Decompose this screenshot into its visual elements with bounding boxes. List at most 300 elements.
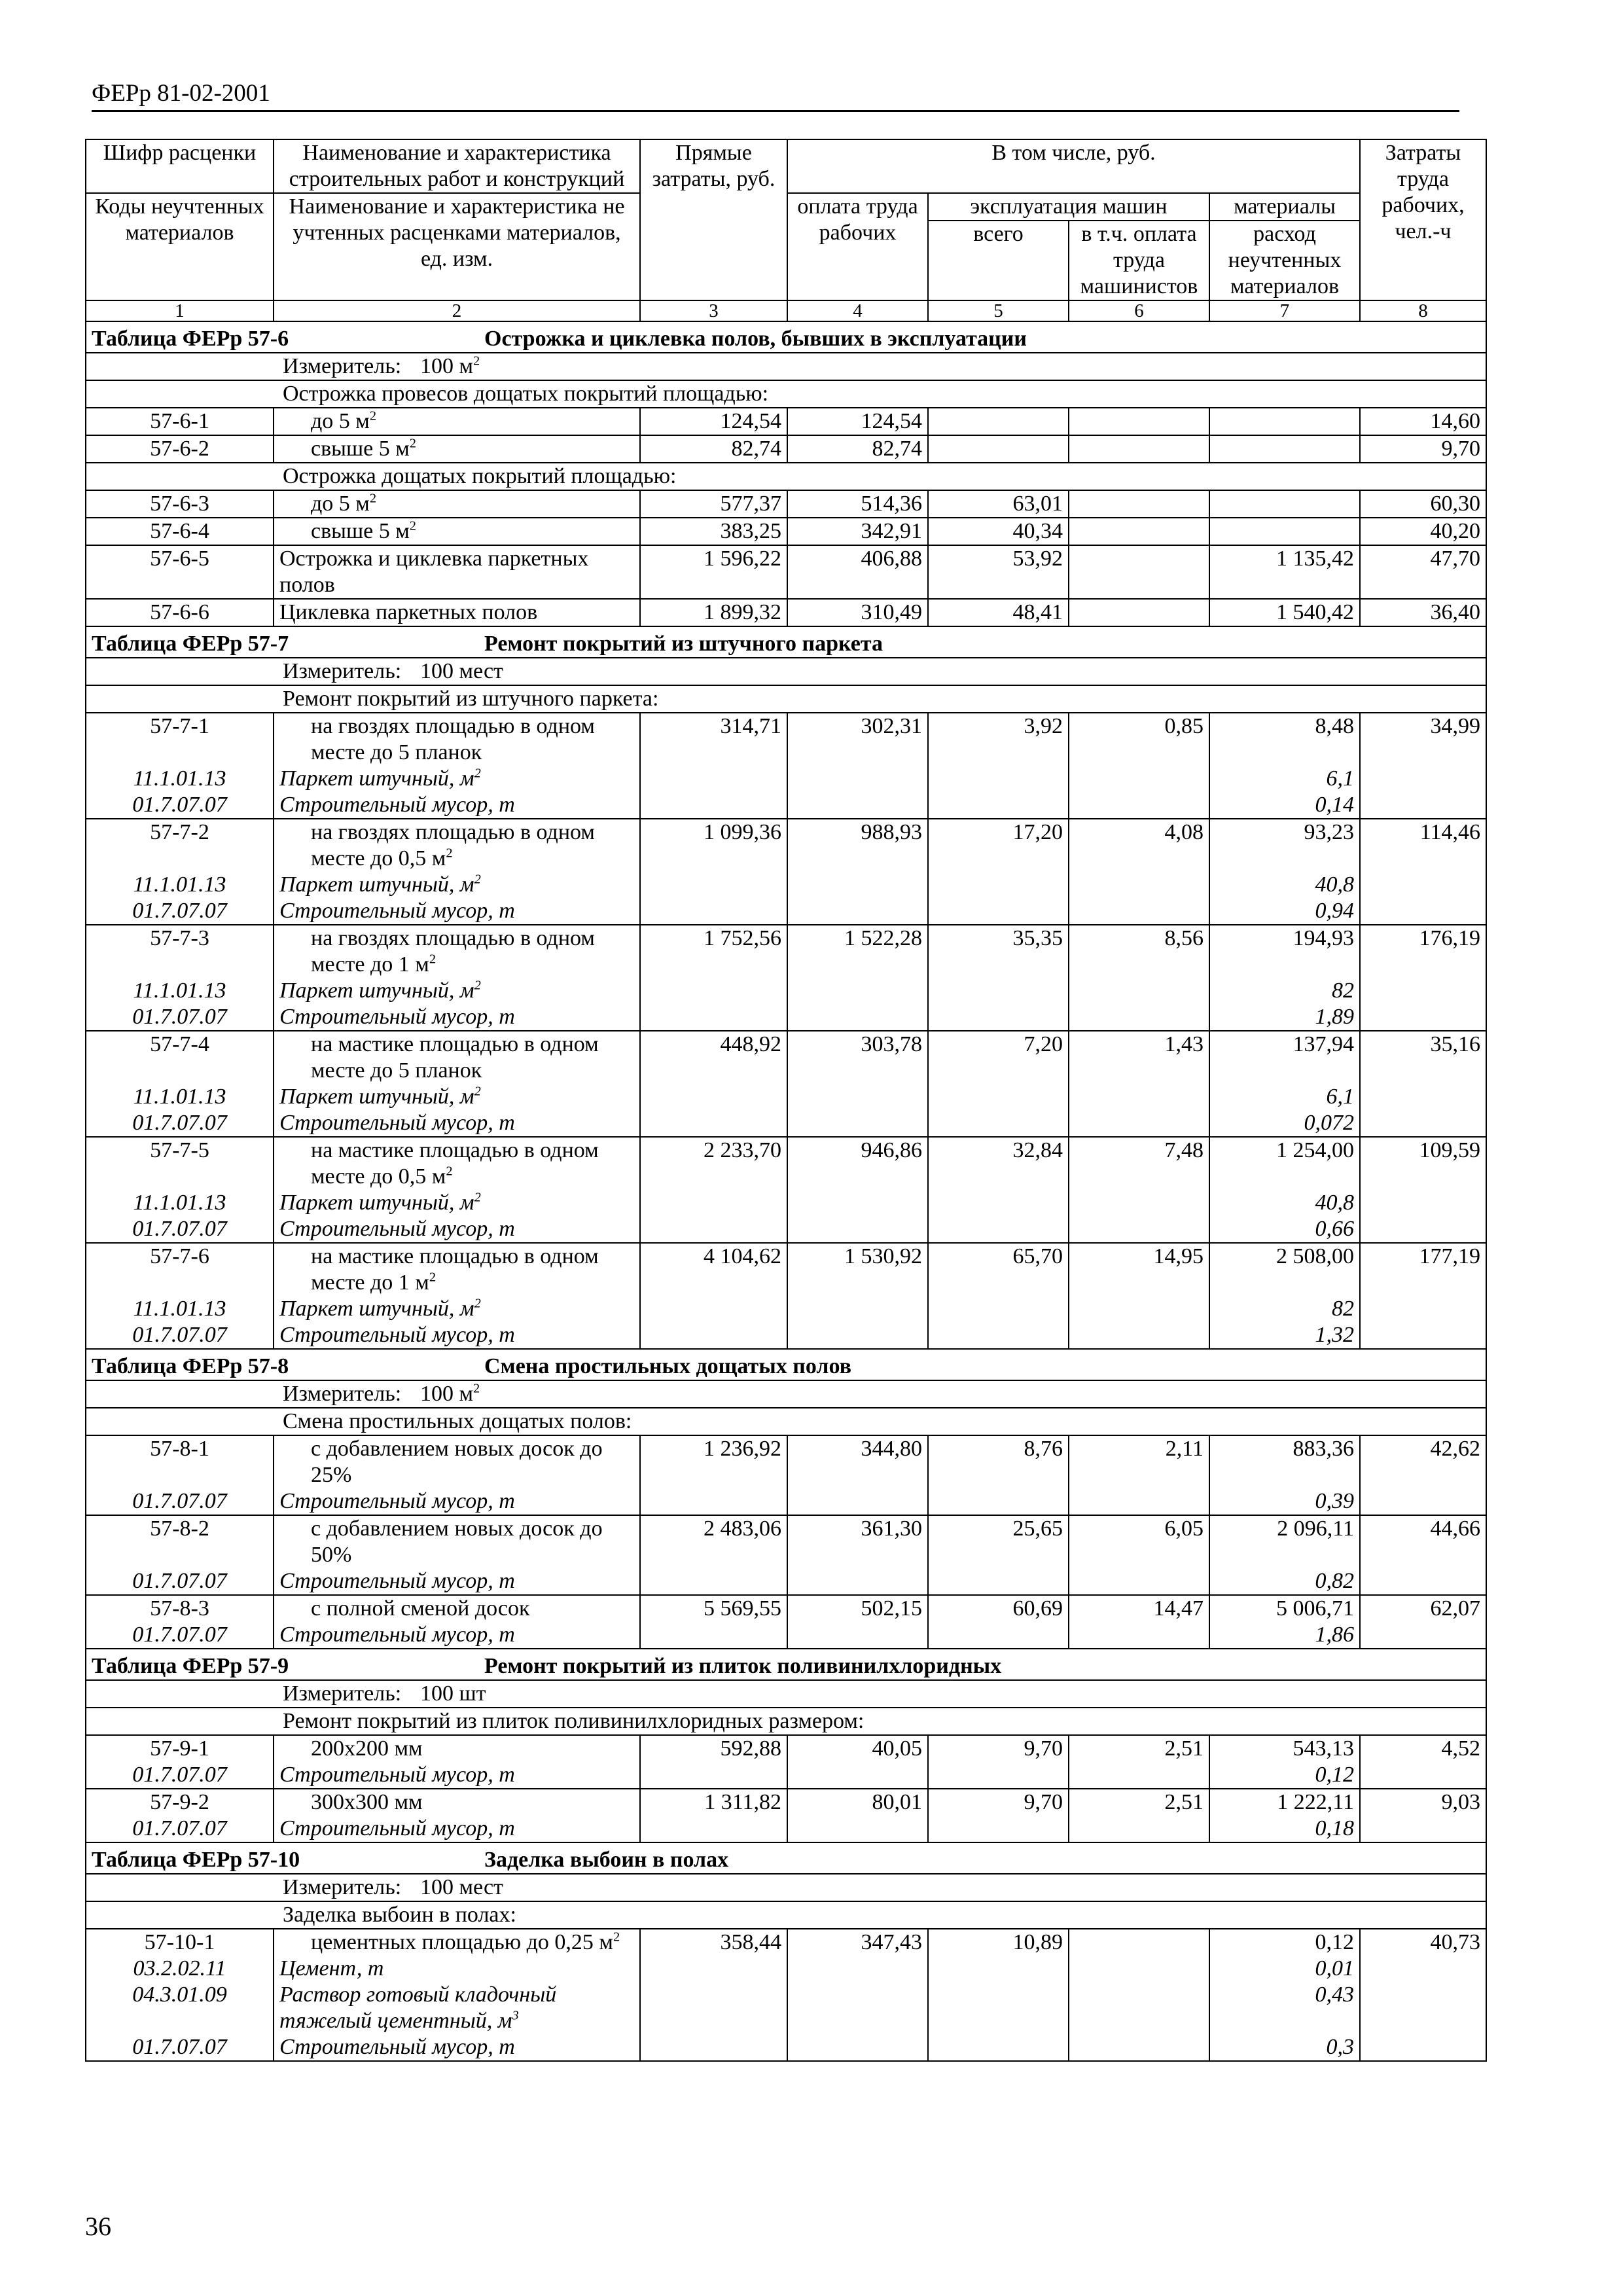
materials: 93,23 bbox=[1209, 819, 1360, 872]
empty-cell bbox=[1360, 1488, 1486, 1515]
material-row bbox=[86, 1322, 1486, 1349]
materials bbox=[1209, 518, 1360, 545]
table-header bbox=[86, 139, 1486, 321]
empty-cell bbox=[787, 1216, 928, 1243]
page-number: 36 bbox=[85, 2212, 111, 2241]
empty-cell bbox=[1069, 1322, 1209, 1349]
empty-cell bbox=[787, 898, 928, 925]
material-code: 01.7.07.07 bbox=[86, 1568, 274, 1595]
unit-label: Измеритель: bbox=[283, 1382, 402, 1406]
machines-total: 60,69 bbox=[928, 1595, 1069, 1622]
rate-code: 57-7-4 bbox=[86, 1031, 274, 1084]
empty-cell bbox=[640, 1216, 787, 1243]
empty-cell bbox=[1069, 1004, 1209, 1031]
table-code: Таблица ФЕРр 57-7 bbox=[92, 632, 289, 656]
rate-row bbox=[86, 713, 1486, 766]
empty-cell bbox=[1360, 1762, 1486, 1789]
material-name: Строительный мусор, т bbox=[274, 1762, 640, 1789]
empty-cell bbox=[1360, 1956, 1486, 1982]
material-code: 01.7.07.07 bbox=[86, 1322, 274, 1349]
empty-cell bbox=[787, 1004, 928, 1031]
rate-row bbox=[86, 1435, 1486, 1488]
group-title: Заделка выбоин в полах: bbox=[86, 1901, 1486, 1929]
empty-cell bbox=[1069, 766, 1209, 792]
group-title: Смена простильных дощатых полов: bbox=[86, 1408, 1486, 1435]
material-code: 01.7.07.07 bbox=[86, 1004, 274, 1031]
table-section-title-row bbox=[86, 1842, 1486, 1874]
empty-cell bbox=[928, 2034, 1069, 2061]
material-row bbox=[86, 766, 1486, 792]
labor-pay: 988,93 bbox=[787, 819, 928, 872]
rate-code: 57-7-3 bbox=[86, 925, 274, 978]
empty-cell bbox=[787, 1982, 928, 2034]
labor-hours: 47,70 bbox=[1360, 545, 1486, 599]
machines-total: 9,70 bbox=[928, 1735, 1069, 1762]
unit-label: Измеритель: bbox=[283, 1681, 402, 1706]
column-number: 6 bbox=[1069, 300, 1209, 321]
material-code: 01.7.07.07 bbox=[86, 1622, 274, 1649]
rate-row bbox=[86, 1789, 1486, 1816]
material-code: 01.7.07.07 bbox=[86, 1216, 274, 1243]
empty-cell bbox=[928, 1110, 1069, 1137]
rate-name: цементных площадью до 0,25 $м^2$ bbox=[274, 1929, 640, 1956]
material-qty: 0,94 bbox=[1209, 898, 1360, 925]
empty-cell bbox=[1069, 1190, 1209, 1216]
machinists-pay: 1,43 bbox=[1069, 1031, 1209, 1084]
material-qty: 0,072 bbox=[1209, 1110, 1360, 1137]
empty-cell bbox=[1360, 1110, 1486, 1137]
empty-cell bbox=[640, 1762, 787, 1789]
material-name: Паркет штучный, $м^2$ bbox=[274, 1084, 640, 1110]
machinists-pay bbox=[1069, 599, 1209, 626]
column-number: 1 bbox=[86, 300, 274, 321]
material-qty: 0,82 bbox=[1209, 1568, 1360, 1595]
empty-cell bbox=[787, 766, 928, 792]
empty-cell bbox=[1069, 978, 1209, 1004]
empty-cell bbox=[787, 1622, 928, 1649]
material-name: Строительный мусор, т bbox=[274, 1110, 640, 1137]
machinists-pay: 14,47 bbox=[1069, 1595, 1209, 1622]
rate-name: свыше 5 $м^2$ bbox=[274, 435, 640, 463]
material-code: 11.1.01.13 bbox=[86, 766, 274, 792]
table-section-title bbox=[86, 1349, 1486, 1380]
rate-code: 57-8-3 bbox=[86, 1595, 274, 1622]
table-section-title bbox=[86, 1842, 1486, 1874]
machinists-pay: 0,85 bbox=[1069, 713, 1209, 766]
table-code: Таблица ФЕРр 57-10 bbox=[92, 1848, 300, 1872]
col-laborpay-header: оплата труда рабочих bbox=[787, 193, 928, 300]
labor-hours: 35,16 bbox=[1360, 1031, 1486, 1084]
material-name: Раствор готовый кладочный тяжелый цементный, $м^3$ bbox=[274, 1982, 640, 2034]
page-header bbox=[92, 77, 1459, 112]
direct-cost: 1 099,36 bbox=[640, 819, 787, 872]
empty-cell bbox=[1360, 792, 1486, 819]
material-qty: 0,66 bbox=[1209, 1216, 1360, 1243]
materials bbox=[1209, 435, 1360, 463]
unit-label: Измеритель: bbox=[283, 354, 402, 378]
material-code: 01.7.07.07 bbox=[86, 898, 274, 925]
empty-cell bbox=[640, 1004, 787, 1031]
table-section-title bbox=[86, 626, 1486, 658]
rate-code: 57-8-1 bbox=[86, 1435, 274, 1488]
materials: 543,13 bbox=[1209, 1735, 1360, 1762]
empty-cell bbox=[1360, 1190, 1486, 1216]
machinists-pay: 4,08 bbox=[1069, 819, 1209, 872]
material-code: 01.7.07.07 bbox=[86, 1762, 274, 1789]
empty-cell bbox=[787, 1568, 928, 1595]
rate-name: 300х300 мм bbox=[274, 1789, 640, 1816]
empty-cell bbox=[1069, 1084, 1209, 1110]
materials: 2 096,11 bbox=[1209, 1515, 1360, 1568]
empty-cell bbox=[928, 978, 1069, 1004]
empty-cell bbox=[928, 1004, 1069, 1031]
material-qty: 6,1 bbox=[1209, 1084, 1360, 1110]
labor-pay: 124,54 bbox=[787, 408, 928, 435]
empty-cell bbox=[640, 1568, 787, 1595]
labor-pay: 1 530,92 bbox=[787, 1243, 928, 1296]
machines-total: 63,01 bbox=[928, 490, 1069, 518]
rate-row bbox=[86, 1595, 1486, 1622]
material-row bbox=[86, 978, 1486, 1004]
table-title-text: Ремонт покрытий из штучного паркета bbox=[484, 632, 883, 656]
table-body bbox=[86, 321, 1486, 2061]
unit-cell bbox=[86, 1874, 1486, 1901]
group-title: Острожка провесов дощатых покрытий площадью: bbox=[86, 380, 1486, 408]
empty-cell bbox=[640, 1110, 787, 1137]
material-row bbox=[86, 1956, 1486, 1982]
rate-row bbox=[86, 925, 1486, 978]
material-code: 01.7.07.07 bbox=[86, 1488, 274, 1515]
direct-cost: 358,44 bbox=[640, 1929, 787, 1956]
machines-total: 65,70 bbox=[928, 1243, 1069, 1296]
rate-row bbox=[86, 545, 1486, 599]
materials: 8,48 bbox=[1209, 713, 1360, 766]
direct-cost: 577,37 bbox=[640, 490, 787, 518]
unit-row bbox=[86, 1380, 1486, 1408]
direct-cost: 1 596,22 bbox=[640, 545, 787, 599]
machinists-pay bbox=[1069, 490, 1209, 518]
material-code: 03.2.02.11 bbox=[86, 1956, 274, 1982]
empty-cell bbox=[1360, 898, 1486, 925]
rate-code: 57-7-5 bbox=[86, 1137, 274, 1190]
direct-cost: 383,25 bbox=[640, 518, 787, 545]
labor-pay: 82,74 bbox=[787, 435, 928, 463]
rate-name: с добавлением новых досок до 25% bbox=[274, 1435, 640, 1488]
empty-cell bbox=[1360, 1084, 1486, 1110]
rate-code: 57-6-4 bbox=[86, 518, 274, 545]
labor-pay: 303,78 bbox=[787, 1031, 928, 1084]
empty-cell bbox=[787, 1816, 928, 1842]
machinists-pay: 14,95 bbox=[1069, 1243, 1209, 1296]
material-row bbox=[86, 792, 1486, 819]
col-labor-header: Затраты труда рабочих, чел.-ч bbox=[1360, 139, 1486, 300]
empty-cell bbox=[1360, 1216, 1486, 1243]
material-name: Цемент, т bbox=[274, 1956, 640, 1982]
table-title-text: Острожка и циклевка полов, бывших в эксплуатации bbox=[484, 327, 1027, 351]
table-title-text: Ремонт покрытий из плиток поливинилхлоридных bbox=[484, 1654, 1002, 1678]
direct-cost: 1 236,92 bbox=[640, 1435, 787, 1488]
empty-cell bbox=[787, 1322, 928, 1349]
material-qty: 1,86 bbox=[1209, 1622, 1360, 1649]
material-row bbox=[86, 1816, 1486, 1842]
material-row bbox=[86, 1190, 1486, 1216]
empty-cell bbox=[640, 1296, 787, 1322]
material-code: 01.7.07.07 bbox=[86, 2034, 274, 2061]
empty-cell bbox=[928, 1762, 1069, 1789]
empty-cell bbox=[640, 1956, 787, 1982]
unit-cell bbox=[86, 1680, 1486, 1708]
rate-row bbox=[86, 1137, 1486, 1190]
table-code: Таблица ФЕРр 57-8 bbox=[92, 1354, 289, 1378]
materials bbox=[1209, 490, 1360, 518]
empty-cell bbox=[1069, 1762, 1209, 1789]
rate-name: на гвоздях площадью в одном месте до 1 $м^2$ bbox=[274, 925, 640, 978]
direct-cost: 448,92 bbox=[640, 1031, 787, 1084]
empty-cell bbox=[787, 1110, 928, 1137]
material-row bbox=[86, 1216, 1486, 1243]
table-title-text: Смена простильных дощатых полов bbox=[484, 1354, 851, 1378]
material-row bbox=[86, 2034, 1486, 2061]
material-code: 11.1.01.13 bbox=[86, 1190, 274, 1216]
rate-row bbox=[86, 599, 1486, 626]
material-name: Строительный мусор, т bbox=[274, 1568, 640, 1595]
empty-cell bbox=[640, 1622, 787, 1649]
column-number: 7 bbox=[1209, 300, 1360, 321]
labor-hours: 177,19 bbox=[1360, 1243, 1486, 1296]
empty-cell bbox=[1360, 1296, 1486, 1322]
materials: 1 135,42 bbox=[1209, 545, 1360, 599]
labor-pay: 347,43 bbox=[787, 1929, 928, 1956]
rate-name: до 5 $м^2$ bbox=[274, 408, 640, 435]
rate-row bbox=[86, 819, 1486, 872]
unit-row bbox=[86, 1680, 1486, 1708]
material-code: 11.1.01.13 bbox=[86, 1296, 274, 1322]
unit-row bbox=[86, 353, 1486, 380]
direct-cost: 124,54 bbox=[640, 408, 787, 435]
machines-total: 7,20 bbox=[928, 1031, 1069, 1084]
material-qty: 40,8 bbox=[1209, 1190, 1360, 1216]
machinists-pay: 2,11 bbox=[1069, 1435, 1209, 1488]
empty-cell bbox=[928, 1568, 1069, 1595]
empty-cell bbox=[787, 1488, 928, 1515]
direct-cost: 5 569,55 bbox=[640, 1595, 787, 1622]
material-qty: 82 bbox=[1209, 1296, 1360, 1322]
empty-cell bbox=[1360, 1568, 1486, 1595]
unit-label: Измеритель: bbox=[283, 1875, 402, 1899]
rate-row bbox=[86, 1929, 1486, 1956]
rate-code: 57-7-1 bbox=[86, 713, 274, 766]
labor-pay: 1 522,28 bbox=[787, 925, 928, 978]
labor-hours: 44,66 bbox=[1360, 1515, 1486, 1568]
machinists-pay bbox=[1069, 545, 1209, 599]
empty-cell bbox=[787, 872, 928, 898]
empty-cell bbox=[787, 1084, 928, 1110]
machinists-pay bbox=[1069, 435, 1209, 463]
material-name: Строительный мусор, т bbox=[274, 792, 640, 819]
labor-hours: 176,19 bbox=[1360, 925, 1486, 978]
unit-cell bbox=[86, 658, 1486, 685]
material-row bbox=[86, 1084, 1486, 1110]
empty-cell bbox=[787, 2034, 928, 2061]
material-name: Строительный мусор, т bbox=[274, 1216, 640, 1243]
rate-row bbox=[86, 1515, 1486, 1568]
materials: 194,93 bbox=[1209, 925, 1360, 978]
rate-name: на мастике площадью в одном месте до 5 планок bbox=[274, 1031, 640, 1084]
rate-code: 57-10-1 bbox=[86, 1929, 274, 1956]
rate-code: 57-7-2 bbox=[86, 819, 274, 872]
material-row bbox=[86, 1622, 1486, 1649]
rate-row bbox=[86, 490, 1486, 518]
col-incl-header: В том числе, руб. bbox=[787, 139, 1360, 193]
empty-cell bbox=[640, 1322, 787, 1349]
rate-name: с добавлением новых досок до 50% bbox=[274, 1515, 640, 1568]
material-qty: 1,89 bbox=[1209, 1004, 1360, 1031]
table-title-text: Заделка выбоин в полах bbox=[484, 1848, 729, 1872]
empty-cell bbox=[1069, 1488, 1209, 1515]
machines-total: 35,35 bbox=[928, 925, 1069, 978]
column-number: 5 bbox=[928, 300, 1069, 321]
empty-cell bbox=[928, 792, 1069, 819]
direct-cost: 2 483,06 bbox=[640, 1515, 787, 1568]
direct-cost: 314,71 bbox=[640, 713, 787, 766]
material-name: Строительный мусор, т bbox=[274, 1488, 640, 1515]
empty-cell bbox=[928, 1982, 1069, 2034]
unit-value: 100 $м^2$ bbox=[420, 353, 480, 378]
material-name: Строительный мусор, т bbox=[274, 1322, 640, 1349]
group-title-row bbox=[86, 1708, 1486, 1735]
material-qty: 0,14 bbox=[1209, 792, 1360, 819]
material-row bbox=[86, 898, 1486, 925]
labor-pay: 342,91 bbox=[787, 518, 928, 545]
material-qty: 0,43 bbox=[1209, 1982, 1360, 2034]
materials: 5 006,71 bbox=[1209, 1595, 1360, 1622]
group-title-row bbox=[86, 1408, 1486, 1435]
column-number: 2 bbox=[274, 300, 640, 321]
unit-cell bbox=[86, 353, 1486, 380]
labor-hours: 40,73 bbox=[1360, 1929, 1486, 1956]
empty-cell bbox=[640, 792, 787, 819]
material-name: Строительный мусор, т bbox=[274, 1622, 640, 1649]
labor-hours: 9,70 bbox=[1360, 435, 1486, 463]
material-row bbox=[86, 1762, 1486, 1789]
empty-cell bbox=[787, 792, 928, 819]
group-title: Ремонт покрытий из плиток поливинилхлоридных размером: bbox=[86, 1708, 1486, 1735]
rate-name: на гвоздях площадью в одном месте до 0,5 $м^2$ bbox=[274, 819, 640, 872]
rate-code: 57-7-6 bbox=[86, 1243, 274, 1296]
empty-cell bbox=[1069, 898, 1209, 925]
direct-cost: 1 899,32 bbox=[640, 599, 787, 626]
materials: 2 508,00 bbox=[1209, 1243, 1360, 1296]
material-name: Строительный мусор, т bbox=[274, 1816, 640, 1842]
empty-cell bbox=[787, 1762, 928, 1789]
rate-row bbox=[86, 435, 1486, 463]
rate-code: 57-6-5 bbox=[86, 545, 274, 599]
machines-total: 40,34 bbox=[928, 518, 1069, 545]
col-machines-header: эксплуатация машин bbox=[928, 193, 1209, 221]
table-section-title bbox=[86, 1649, 1486, 1680]
empty-cell bbox=[787, 1956, 928, 1982]
machinists-pay: 7,48 bbox=[1069, 1137, 1209, 1190]
price-table bbox=[85, 139, 1487, 2062]
materials bbox=[1209, 408, 1360, 435]
rate-name: на гвоздях площадью в одном месте до 5 планок bbox=[274, 713, 640, 766]
materials: 0,12 bbox=[1209, 1929, 1360, 1956]
rate-name: на мастике площадью в одном месте до 0,5 $м^2$ bbox=[274, 1137, 640, 1190]
material-name: Строительный мусор, т bbox=[274, 898, 640, 925]
empty-cell bbox=[787, 1190, 928, 1216]
empty-cell bbox=[928, 1816, 1069, 1842]
machines-total bbox=[928, 408, 1069, 435]
col-direct-header: Прямые затраты, руб. bbox=[640, 139, 787, 300]
machinists-pay bbox=[1069, 518, 1209, 545]
rate-code: 57-6-3 bbox=[86, 490, 274, 518]
labor-hours: 60,30 bbox=[1360, 490, 1486, 518]
empty-cell bbox=[928, 1322, 1069, 1349]
material-qty: 0,12 bbox=[1209, 1762, 1360, 1789]
machinists-pay: 6,05 bbox=[1069, 1515, 1209, 1568]
material-name: Паркет штучный, $м^2$ bbox=[274, 766, 640, 792]
labor-hours: 34,99 bbox=[1360, 713, 1486, 766]
empty-cell bbox=[1360, 1982, 1486, 2034]
material-row bbox=[86, 1110, 1486, 1137]
empty-cell bbox=[928, 1216, 1069, 1243]
material-qty: 40,8 bbox=[1209, 872, 1360, 898]
rate-code: 57-6-6 bbox=[86, 599, 274, 626]
empty-cell bbox=[1360, 2034, 1486, 2061]
direct-cost: 1 311,82 bbox=[640, 1789, 787, 1816]
col-materials-header: материалы bbox=[1209, 193, 1360, 221]
empty-cell bbox=[640, 1982, 787, 2034]
empty-cell bbox=[1069, 1622, 1209, 1649]
material-code: 01.7.07.07 bbox=[86, 1816, 274, 1842]
empty-cell bbox=[928, 1084, 1069, 1110]
machinists-pay: 8,56 bbox=[1069, 925, 1209, 978]
material-name: Паркет штучный, $м^2$ bbox=[274, 1296, 640, 1322]
table-code: Таблица ФЕРр 57-6 bbox=[92, 327, 289, 351]
material-name: Паркет штучный, $м^2$ bbox=[274, 1190, 640, 1216]
col-name-header: Наименование и характеристика строительных работ и конструкций bbox=[274, 139, 640, 193]
rate-name: свыше 5 $м^2$ bbox=[274, 518, 640, 545]
labor-pay: 40,05 bbox=[787, 1735, 928, 1762]
material-qty: 82 bbox=[1209, 978, 1360, 1004]
direct-cost: 4 104,62 bbox=[640, 1243, 787, 1296]
materials: 1 222,11 bbox=[1209, 1789, 1360, 1816]
table-section-title-row bbox=[86, 1349, 1486, 1380]
rate-code: 57-9-2 bbox=[86, 1789, 274, 1816]
group-title: Острожка дощатых покрытий площадью: bbox=[86, 463, 1486, 490]
rate-row bbox=[86, 1735, 1486, 1762]
empty-cell bbox=[928, 1622, 1069, 1649]
labor-hours: 42,62 bbox=[1360, 1435, 1486, 1488]
empty-cell bbox=[1069, 792, 1209, 819]
unit-value: 100 мест bbox=[420, 1875, 503, 1899]
labor-pay: 302,31 bbox=[787, 713, 928, 766]
empty-cell bbox=[1069, 1982, 1209, 2034]
col-machtotal-header: всего bbox=[928, 221, 1069, 300]
material-code: 01.7.07.07 bbox=[86, 1110, 274, 1137]
material-qty: 6,1 bbox=[1209, 766, 1360, 792]
empty-cell bbox=[1069, 1110, 1209, 1137]
empty-cell bbox=[1360, 1322, 1486, 1349]
table-code: Таблица ФЕРр 57-9 bbox=[92, 1654, 289, 1678]
material-row bbox=[86, 1982, 1486, 2034]
rate-row bbox=[86, 1243, 1486, 1296]
material-row bbox=[86, 1004, 1486, 1031]
empty-cell bbox=[1360, 1816, 1486, 1842]
empty-cell bbox=[640, 2034, 787, 2061]
table-section-title-row bbox=[86, 626, 1486, 658]
machines-total: 48,41 bbox=[928, 599, 1069, 626]
